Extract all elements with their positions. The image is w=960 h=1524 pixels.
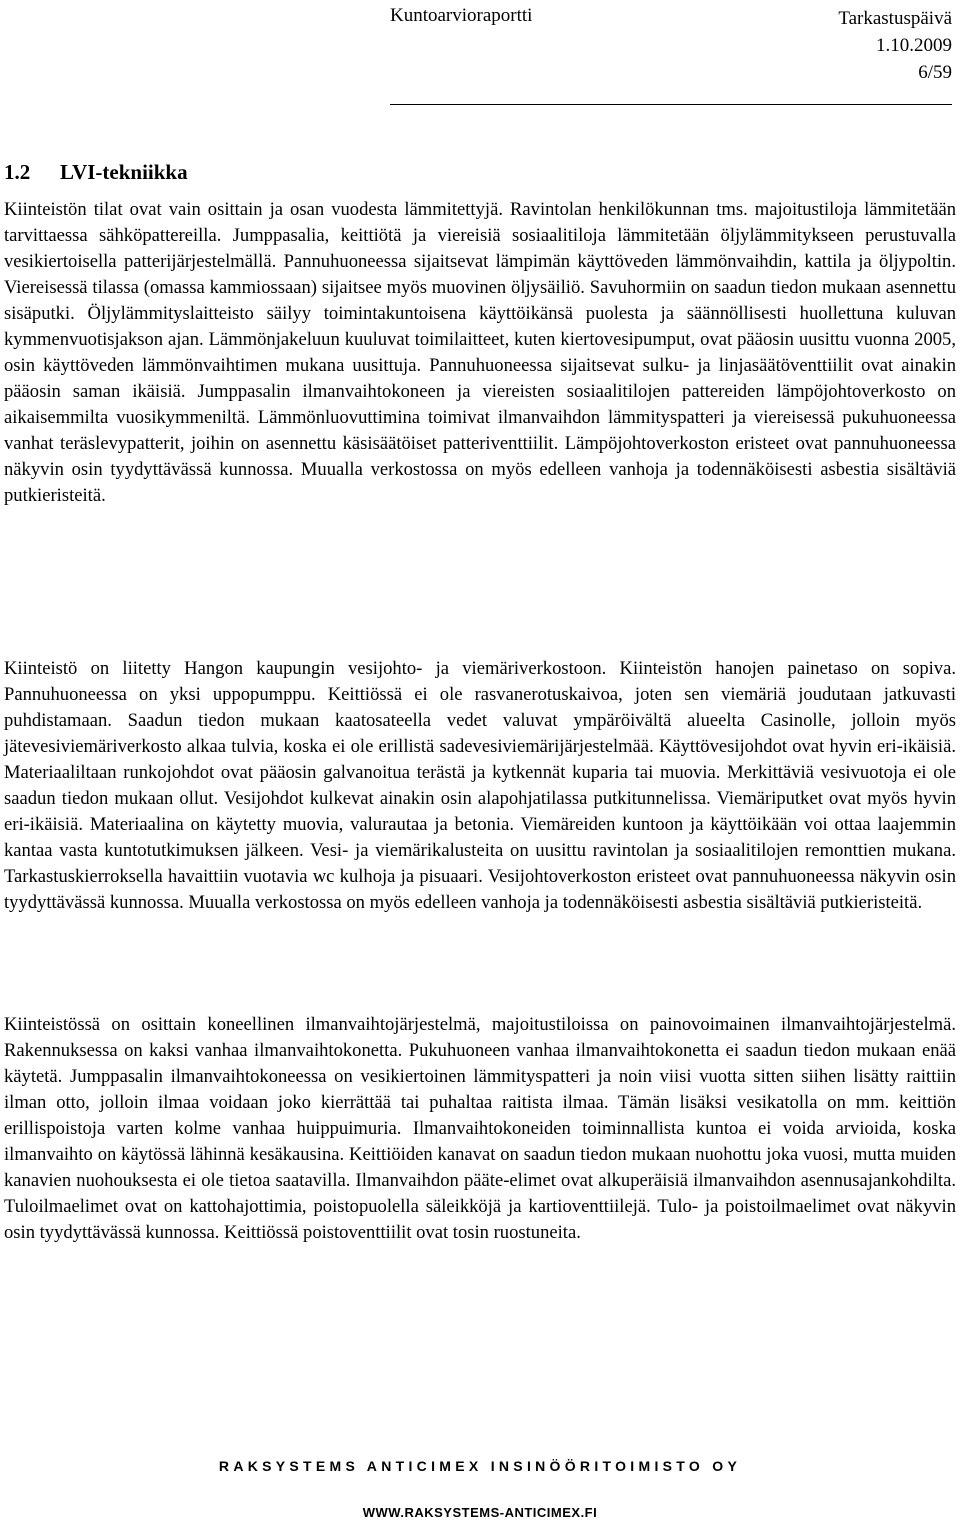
- report-title: Kuntoarvioraportti: [390, 5, 533, 26]
- paragraph-heating: Kiinteistön tilat ovat vain osittain ja osan vuodesta lämmitettyjä. Ravintolan henkilökunnan tms. majoitustiloja lämmitetään tarvittaessa sähköpattereilla. Jumppasalia, keittiötä ja viereisiä sosiaalitiloja lämmitetään öljylämmitykseen perustuvalla vesikiertoisella patterijärjestelmällä. Pannuhuoneessa sijaitsevat lämpimän käyttöveden lämmönvaihdin, kattila ja öljypoltin. Viereisessä tilassa (omassa kammiossaan) sijaitsee myös muovinen öljysäiliö. Savuhormiin on saadun tiedon mukaan asennettu sisäputki. Öljylämmityslaitteisto säilyy toimintakuntoisena käyttöikänsä puolesta ja säännöllisesti huollettuna kuluvan kymmenvuotisjakson ajan. Lämmönjakeluun kuuluvat toimilaitteet, kuten kiertovesipumput, ovat pääosin uusittu vuonna 2005, osin käyttöveden lämmönvaihtimen mukana uusittuja. Pannuhuoneessa sijaitsevat sulku- ja linjasäätöventtiilit ovat ainakin pääosin saman ikäisiä. Jumppasalin ilmanvaihtokoneen ja viereisten sosiaalitilojen pattereiden lämpöjohtoverkosto on aikaisemmilta vuosikymmeniltä. Lämmönluovuttimina toimivat ilmanvaihdon lämmityspatteri ja viereisessä pukuhuoneessa vanhat teräslevypatterit, joihin on asennettu käsisäätöiset patteriventtiilit. Lämpöjohtoverkoston eristeet ovat pannuhuoneessa näkyvin osin tyydyttävässä kunnossa. Muualla verkostossa on myös edelleen vanhoja ja todennäköisesti asbestia sisältäviä putkieristeitä.: [4, 199, 956, 506]
- page-number: 6/59: [918, 62, 952, 83]
- footer-website: WWW.RAKSYSTEMS-ANTICIMEX.FI: [362, 1505, 598, 1520]
- section-number: 1.2: [4, 160, 31, 184]
- paragraph-ventilation: Kiinteistössä on osittain koneellinen ilmanvaihtojärjestelmä, majoitustiloissa on painovoimainen ilmanvaihtojärjestelmä. Rakennuksessa on kaksi vanhaa ilmanvaihtokonetta. Pukuhuoneen vanhaa ilmanvaihtokonetta ei saadun tiedon mukaan enää käytetä. Jumppasalin ilmanvaihtokoneessa on vesikiertoinen lämmityspatteri ja noin viisi vuotta sitten siihen lisätty raittiin ilman otto, jolloin ilmaa voidaan joko kierrättää tai puhaltaa raitista ilmaa. Tämän lisäksi vesikatolla on mm. keittiön erillispoistoja varten kolme vanhaa huippuimuria. Ilmanvaihtokoneiden toiminnallista kuntoa ei voida arvioida, koska ilmanvaihto on käytössä lähinnä kesäkausina. Keittiöiden kanavat on saadun tiedon mukaan nuohottu joka vuosi, mutta muiden kanavien nuohouksesta ei ole tietoa saatavilla. Ilmanvaihdon pääte-elimet ovat alkuperäisiä ilmanvaihdon asennusajankohdilta. Tuloilmaelimet ovat on kattohajottimia, poistopuolella säleikköjä ja kartioventtiilejä. Tulo- ja poistoilmaelimet ovat näkyvin osin tyydyttävässä kunnossa. Keittiössä poistoventtiilit ovat tosin ruostuneita.: [4, 1014, 956, 1243]
- section-heading: [4, 160, 188, 185]
- footer-company: RAKSYSTEMS ANTICIMEX INSINÖÖRITOIMISTO OY: [218, 1458, 742, 1474]
- header-meta: [838, 5, 952, 86]
- section-title: LVI-tekniikka: [60, 160, 188, 184]
- header-rule: [390, 104, 952, 105]
- page-header: [0, 0, 960, 110]
- paragraph-water-sewer: Kiinteistö on liitetty Hangon kaupungin vesijohto- ja viemäriverkostoon. Kiinteistön hanojen painetaso on sopiva. Pannuhuoneessa on yksi uppopumppu. Keittiössä ei ole rasvanerotuskaivoa, joten sen viemäriä joudutaan jatkuvasti puhdistamaan. Saadun tiedon mukaan kaatosateella vedet valuvat ympäröivältä alueelta Casinolle, jolloin myös jätevesiviemäriverkosto alkaa tulvia, koska ei ole erillistä sadevesiviemärijärjestelmää. Käyttövesijohdot ovat hyvin eri-ikäisiä. Materiaaliltaan runkojohdot ovat pääosin galvanoitua terästä ja kytkennät kuparia tai muovia. Merkittäviä vesivuotoja ei ole saadun tiedon mukaan ollut. Vesijohdot kulkevat ainakin osin alapohjatilassa putkitunnelissa. Viemäriputket ovat myös hyvin eri-ikäisiä. Materiaalina on käytetty muovia, valurautaa ja betonia. Viemäreiden kuntoon ja käyttöikään voi ottaa laajemmin kantaa vasta kuntotutkimuksen jälkeen. Vesi- ja viemärikalusteita on uusittu ravintolan ja sosiaalitilojen remonttien mukana. Tarkastuskierroksella havaittiin vuotavia wc kulhoja ja pisuaari. Vesijohtoverkoston eristeet ovat pannuhuoneessa näkyvin osin tyydyttävässä kunnossa. Muualla verkostossa on myös edelleen vanhoja ja todennäköisesti asbestia sisältäviä putkieristeitä.: [4, 658, 956, 913]
- inspection-date-label: Tarkastuspäivä: [838, 8, 952, 29]
- inspection-date: 1.10.2009: [876, 35, 952, 56]
